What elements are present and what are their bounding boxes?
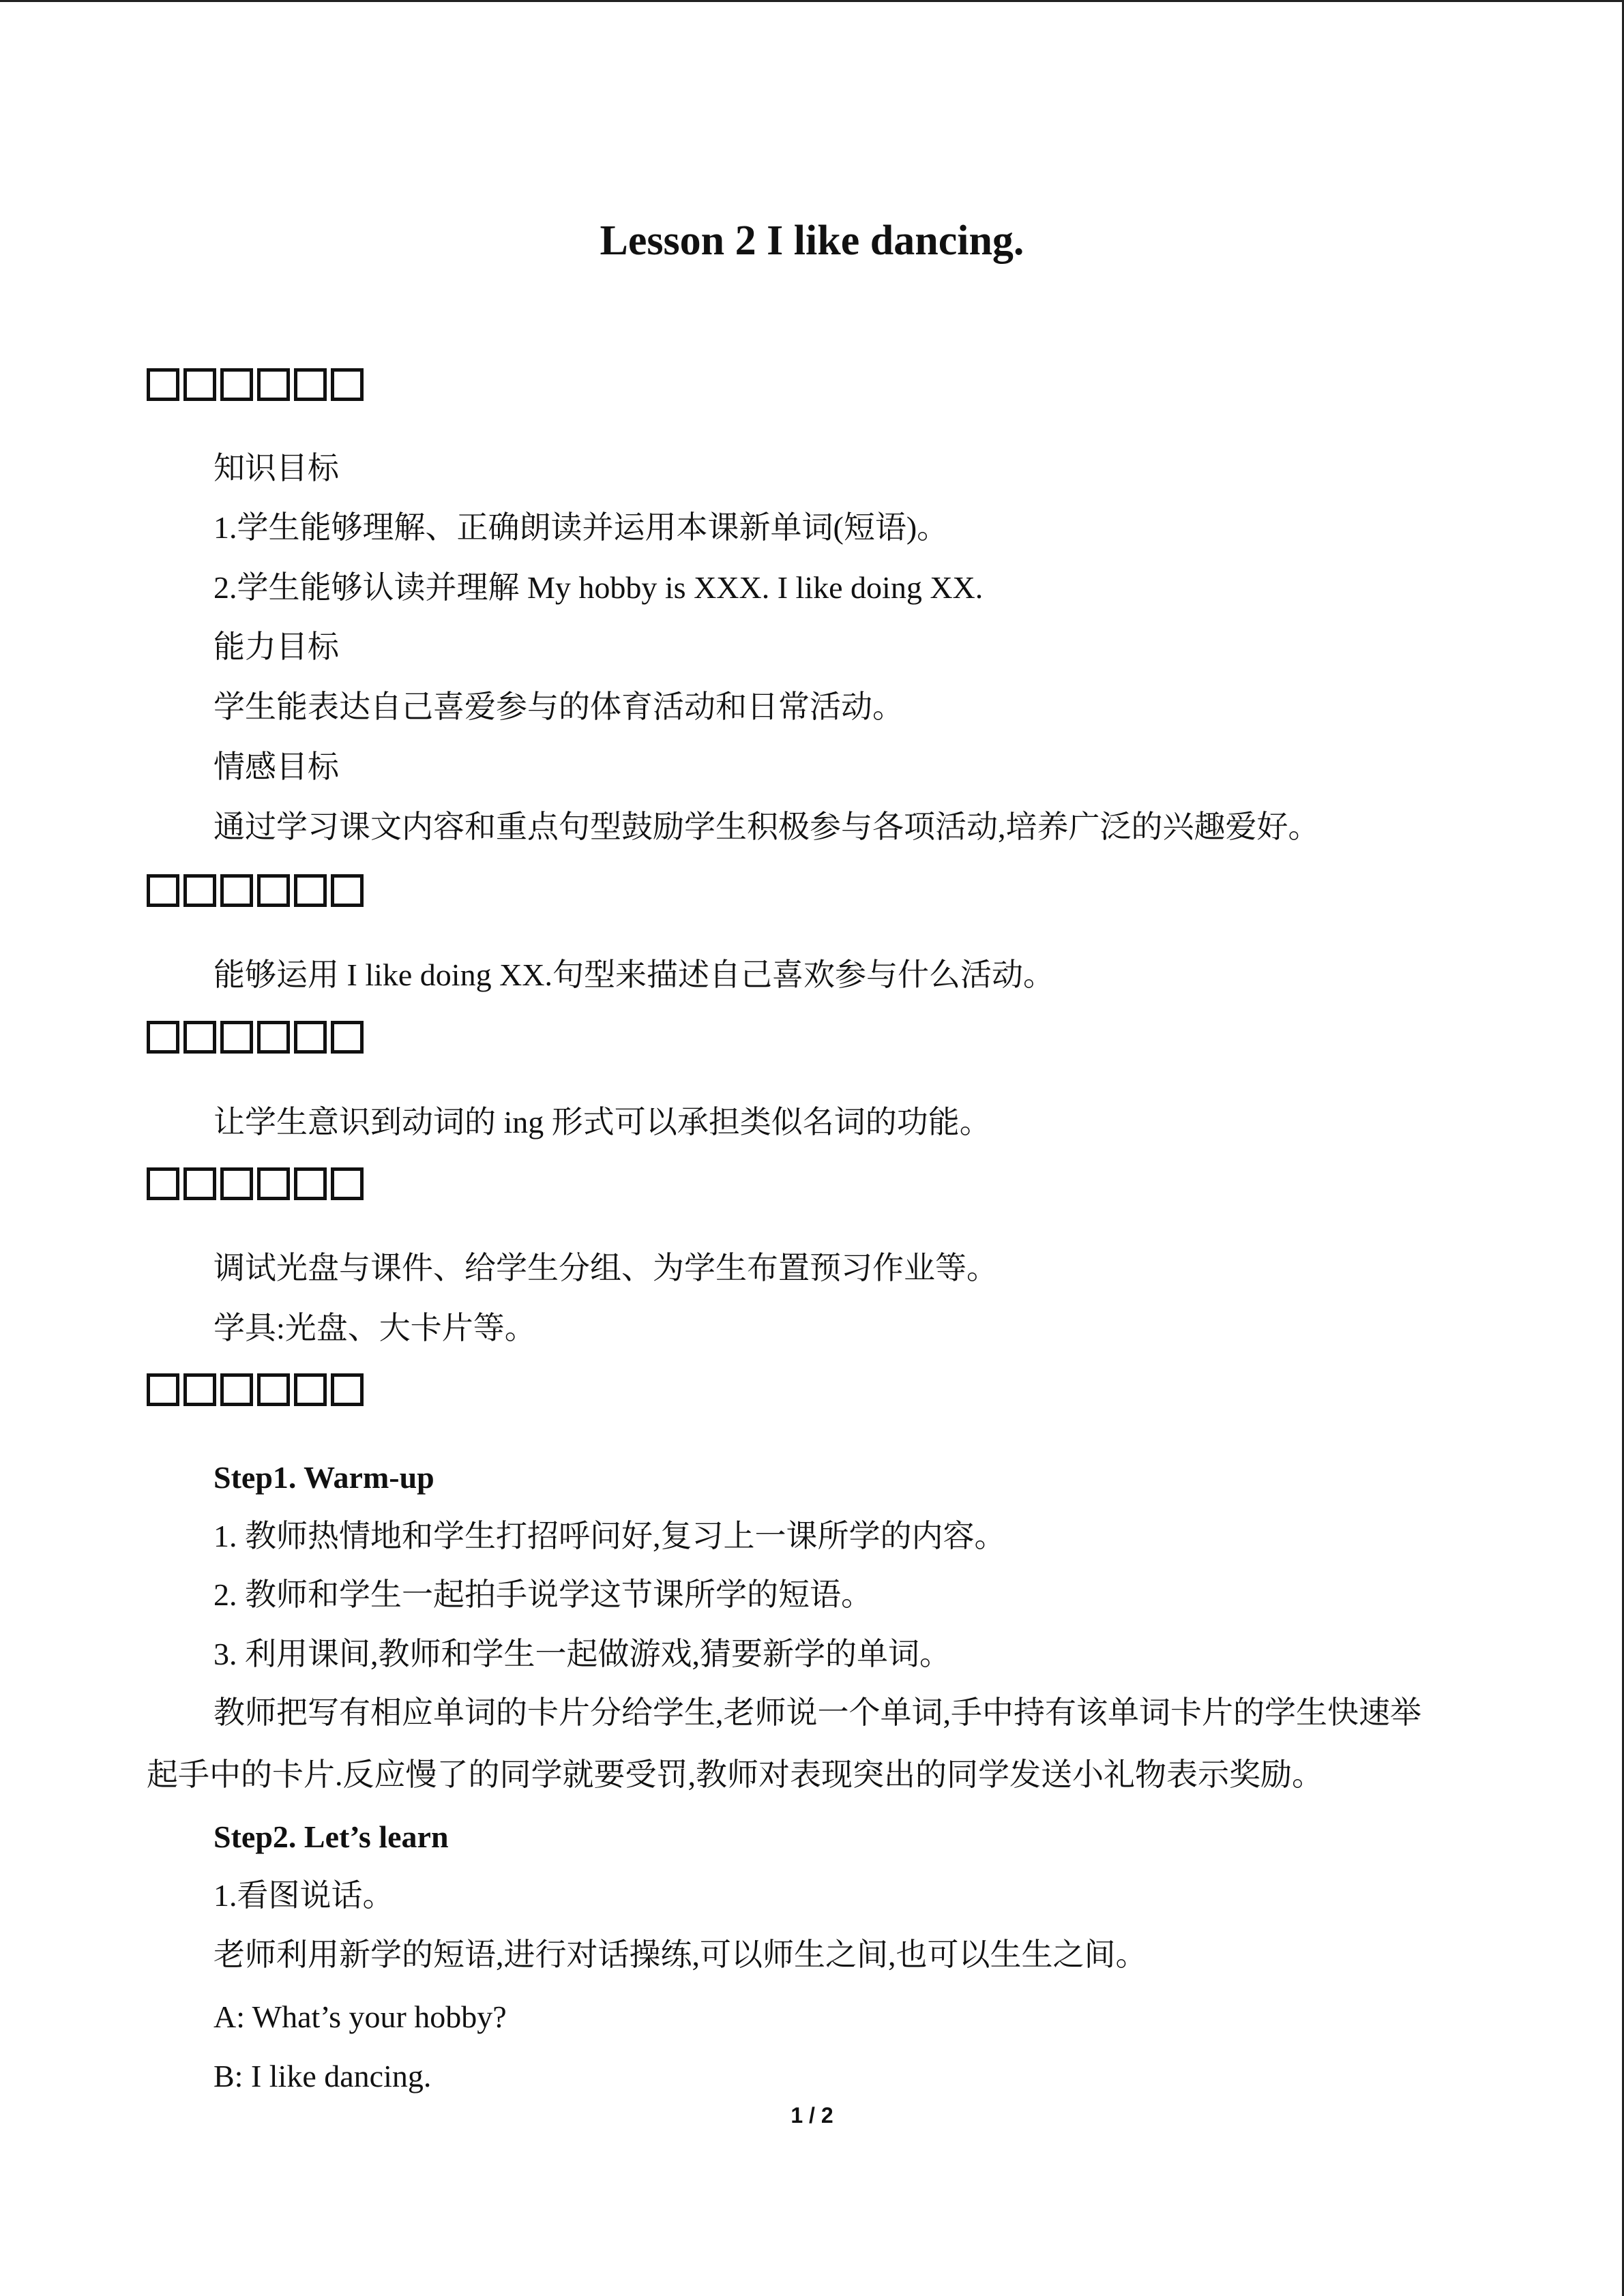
missing-glyph-icon	[220, 368, 253, 401]
missing-glyph-icon	[147, 368, 179, 401]
preparation-text: 调试光盘与课件、给学生分组、为学生布置预习作业等。	[213, 1251, 998, 1285]
knowledge-goal-item-1: 1.学生能够理解、正确朗读并运用本课新单词(短语)。	[213, 510, 949, 545]
step1-paragraph-line-1: 教师把写有相应单词的卡片分给学生,老师说一个单词,手中持有该单词卡片的学生快速举	[213, 1695, 1421, 1730]
step1-item-3: 3. 利用课间,教师和学生一起做游戏,猜要新学的单词。	[213, 1637, 951, 1671]
missing-glyph-icon	[220, 1373, 253, 1406]
missing-glyph-icon	[183, 874, 216, 907]
step1-item-1: 1. 教师热情地和学生打招呼问好,复习上一课所学的内容。	[213, 1519, 1006, 1553]
section-heading-objectives	[147, 368, 364, 406]
missing-glyph-icon	[257, 1373, 290, 1406]
difficulties-text: 让学生意识到动词的 ing 形式可以承担类似名词的功能。	[213, 1105, 991, 1139]
page-number: 1 / 2	[791, 2103, 833, 2128]
step2-line-2: 老师利用新学的短语,进行对话操练,可以师生之间,也可以生生之间。	[213, 1937, 1147, 1972]
dialogue-line-b: B: I like dancing.	[213, 2059, 432, 2093]
missing-glyph-icon	[147, 1167, 179, 1200]
missing-glyph-icon	[331, 1373, 364, 1406]
missing-glyph-icon	[147, 1021, 179, 1054]
missing-glyph-icon	[183, 1021, 216, 1054]
missing-glyph-icon	[294, 874, 327, 907]
missing-glyph-icon	[294, 368, 327, 401]
missing-glyph-icon	[257, 1167, 290, 1200]
subheading-ability-goal: 能力目标	[213, 629, 339, 664]
ability-goal-text: 学生能表达自己喜爱参与的体育活动和日常活动。	[213, 689, 904, 724]
dialogue-line-a: A: What’s your hobby?	[213, 1999, 507, 2034]
missing-glyph-icon	[183, 368, 216, 401]
missing-glyph-icon	[257, 874, 290, 907]
missing-glyph-icon	[183, 1167, 216, 1200]
section-heading-preparation	[147, 1167, 364, 1206]
missing-glyph-icon	[257, 1021, 290, 1054]
subheading-knowledge-goal: 知识目标	[213, 451, 339, 486]
step1-paragraph-line-2: 起手中的卡片.反应慢了的同学就要受罚,教师对表现突出的同学发送小礼物表示奖励。	[147, 1757, 1323, 1792]
knowledge-goal-item-2: 2.学生能够认读并理解 My hobby is XXX. I like doing XX.	[213, 570, 984, 605]
missing-glyph-icon	[331, 874, 364, 907]
missing-glyph-icon	[257, 368, 290, 401]
step2-title: Step2. Let’s learn	[213, 1819, 449, 1854]
missing-glyph-icon	[220, 1021, 253, 1054]
subheading-emotional-goal: 情感目标	[213, 749, 339, 784]
missing-glyph-icon	[147, 1373, 179, 1406]
step1-title: Step1. Warm-up	[213, 1460, 434, 1495]
missing-glyph-icon	[331, 1021, 364, 1054]
section-heading-key-points	[147, 874, 364, 912]
missing-glyph-icon	[331, 1167, 364, 1200]
missing-glyph-icon	[294, 1373, 327, 1406]
key-points-text: 能够运用 I like doing XX.句型来描述自己喜欢参与什么活动。	[213, 957, 1055, 992]
missing-glyph-icon	[183, 1373, 216, 1406]
missing-glyph-icon	[220, 1167, 253, 1200]
missing-glyph-icon	[220, 874, 253, 907]
step2-line-1: 1.看图说话。	[213, 1878, 394, 1913]
missing-glyph-icon	[294, 1167, 327, 1200]
missing-glyph-icon	[147, 874, 179, 907]
page-top-border	[0, 0, 1624, 2]
missing-glyph-icon	[331, 368, 364, 401]
emotional-goal-text: 通过学习课文内容和重点句型鼓励学生积极参与各项活动,培养广泛的兴趣爱好。	[213, 809, 1320, 844]
section-heading-difficulties	[147, 1021, 364, 1059]
step1-item-2: 2. 教师和学生一起拍手说学这节课所学的短语。	[213, 1577, 872, 1612]
section-heading-procedure	[147, 1373, 364, 1412]
document-title: Lesson 2 I like dancing.	[600, 218, 1024, 264]
missing-glyph-icon	[294, 1021, 327, 1054]
learning-tools-text: 学具:光盘、大卡片等。	[213, 1311, 536, 1345]
